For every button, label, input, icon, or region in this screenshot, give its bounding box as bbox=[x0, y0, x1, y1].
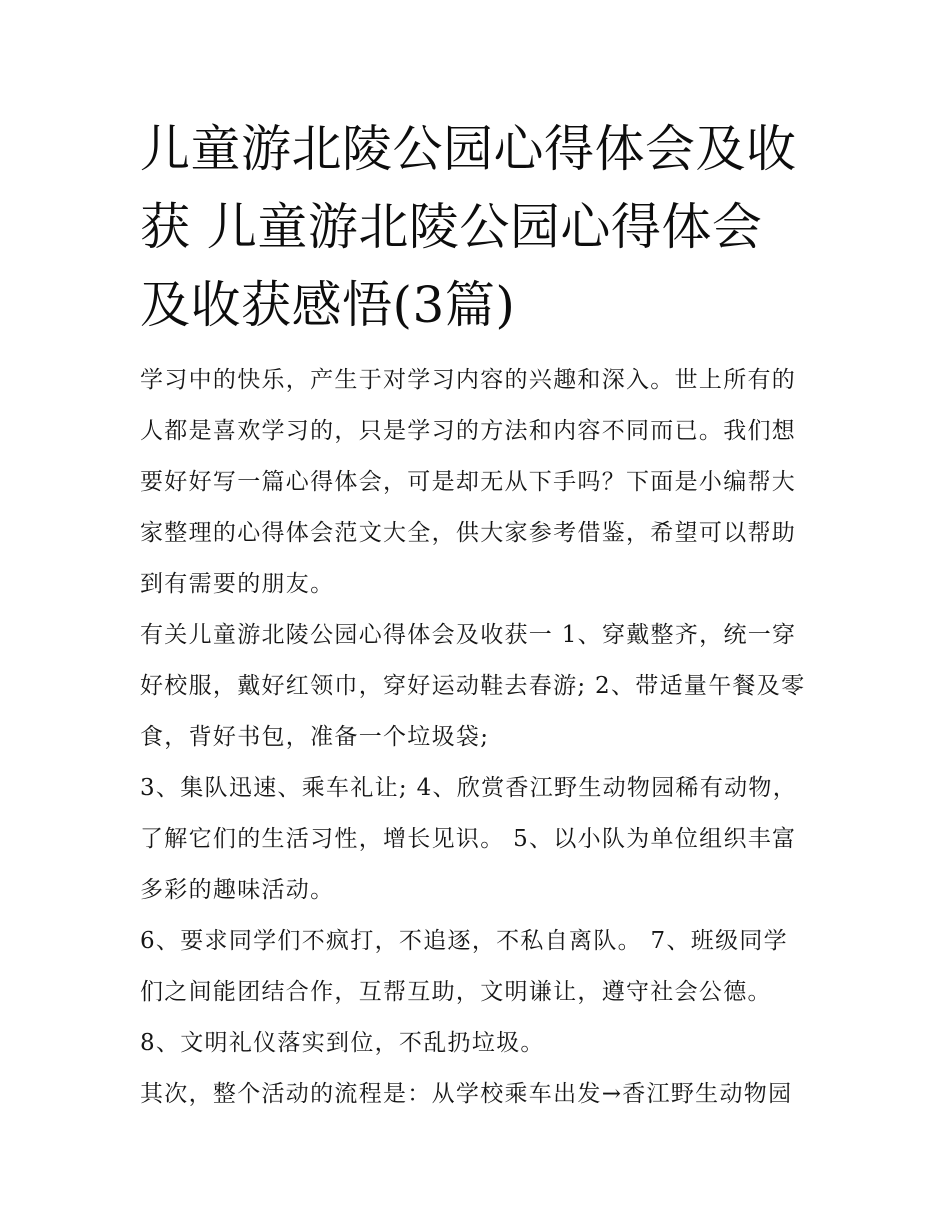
paragraph-items-6-7: 6、要求同学们不疯打，不追逐，不私自离队。 7、班级同学们之间能团结合作，互帮互助，文明谦让，遵守社会公德。 bbox=[140, 928, 788, 1005]
paragraph-process: 其次，整个活动的流程是：从学校乘车出发→香江野生动物园 bbox=[140, 1081, 793, 1107]
paragraph-items-3-5: 3、集队迅速、乘车礼让; 4、欣赏香江野生动物园稀有动物，了解它们的生活习性，增长见识。 5、以小队为单位组织丰富多彩的趣味活动。 bbox=[140, 775, 798, 903]
paragraph-item-8: 8、文明礼仪落实到位，不乱扔垃圾。 bbox=[140, 1030, 545, 1056]
title-block bbox=[140, 110, 812, 344]
paragraph-section-one: 有关儿童游北陵公园心得体会及收获一 1、穿戴整齐，统一穿好校服，戴好红领巾，穿好运动鞋去春游; 2、带适量午餐及零食，背好书包，准备一个垃圾袋; bbox=[140, 622, 806, 750]
document-content bbox=[140, 110, 812, 1120]
document-title: 儿童游北陵公园心得体会及收获 儿童游北陵公园心得体会及收获感悟(3篇) bbox=[140, 120, 797, 334]
paragraph-intro: 学习中的快乐，产生于对学习内容的兴趣和深入。世上所有的人都是喜欢学习的，只是学习的方法和内容不同而已。我们想要好好写一篇心得体会，可是却无从下手吗？下面是小编帮大家整理的心得体会范文大全，供大家参考借鉴，希望可以帮助到有需要的朋友。 bbox=[140, 367, 797, 597]
